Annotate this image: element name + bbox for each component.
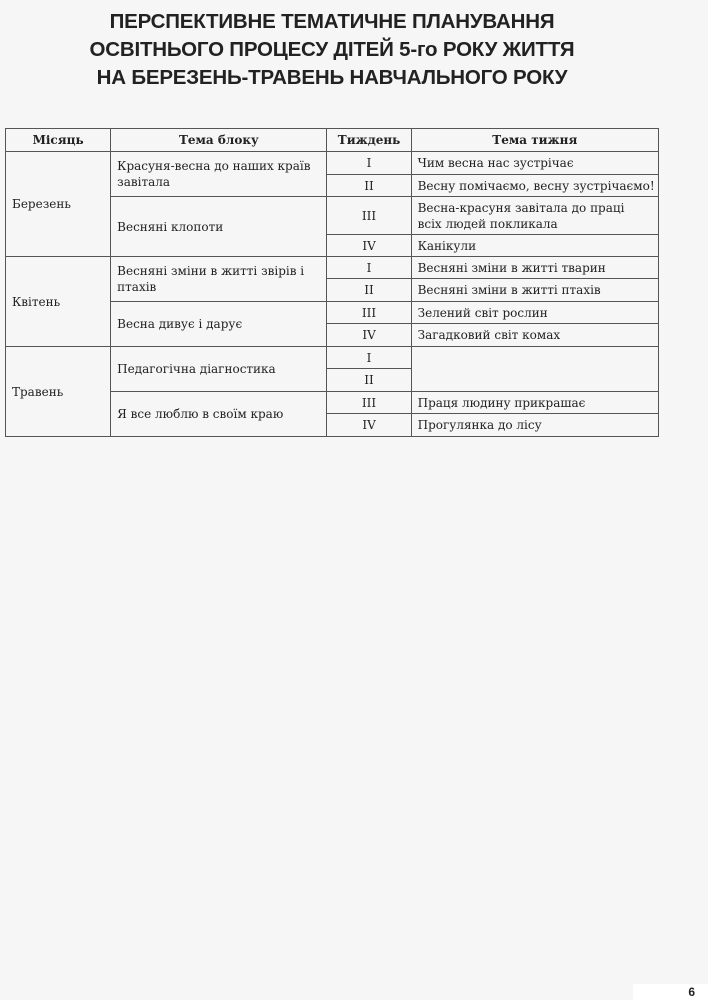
week-theme-cell — [411, 347, 658, 392]
block-theme-cell: Красуня-весна до наших країв завітала — [111, 152, 327, 197]
week-cell: II — [327, 175, 411, 197]
week-cell: IV — [327, 324, 411, 347]
table-header-row — [6, 129, 659, 152]
week-theme-cell: Весняні зміни в житті птахів — [411, 279, 658, 302]
header-week: Тиждень — [327, 129, 411, 152]
block-theme-cell: Я все люблю в своїм краю — [111, 392, 327, 437]
week-theme-cell: Весняні зміни в житті тварин — [411, 257, 658, 279]
title-line-1: ПЕРСПЕКТИВНЕ ТЕМАТИЧНЕ ПЛАНУВАННЯ — [109, 10, 555, 33]
week-cell: III — [327, 302, 411, 324]
week-cell: I — [327, 347, 411, 369]
title-line-2: ОСВІТНЬОГО ПРОЦЕСУ ДІТЕЙ 5-го РОКУ ЖИТТЯ — [89, 38, 575, 61]
page-title — [0, 8, 664, 92]
week-theme-cell: Праця людину прикрашає — [411, 392, 658, 414]
week-theme-cell: Весна-красуня завітала до праці всіх людей покликала — [411, 197, 658, 235]
month-cell: Березень — [6, 152, 111, 257]
header-block-theme: Тема блоку — [111, 129, 327, 152]
week-theme-cell: Весну помічаємо, весну зустрічаємо! — [411, 175, 658, 197]
week-theme-cell: Прогулянка до лісу — [411, 414, 658, 437]
week-theme-cell: Зелений світ рослин — [411, 302, 658, 324]
week-cell: I — [327, 257, 411, 279]
month-cell: Травень — [6, 347, 111, 437]
block-theme-cell: Педагогічна діагностика — [111, 347, 327, 392]
page-number: 6 — [688, 985, 695, 999]
header-week-theme: Тема тижня — [411, 129, 658, 152]
week-cell: III — [327, 197, 411, 235]
month-cell: Квітень — [6, 257, 111, 347]
table-row — [6, 257, 659, 279]
week-theme-cell: Канікули — [411, 235, 658, 257]
week-theme-cell: Чим весна нас зустрічає — [411, 152, 658, 175]
block-theme-cell: Весна дивує і дарує — [111, 302, 327, 347]
week-cell: II — [327, 279, 411, 302]
week-cell: IV — [327, 235, 411, 257]
week-theme-cell: Загадковий світ комах — [411, 324, 658, 347]
week-cell: II — [327, 369, 411, 392]
week-cell: I — [327, 152, 411, 175]
planning-table — [5, 128, 659, 437]
week-cell: III — [327, 392, 411, 414]
header-month: Місяць — [6, 129, 111, 152]
block-theme-cell: Весняні клопоти — [111, 197, 327, 257]
table-row — [6, 347, 659, 369]
block-theme-cell: Весняні зміни в житті звірів і птахів — [111, 257, 327, 302]
week-cell: IV — [327, 414, 411, 437]
table-row — [6, 152, 659, 175]
title-line-3: НА БЕРЕЗЕНЬ-ТРАВЕНЬ НАВЧАЛЬНОГО РОКУ — [96, 66, 568, 89]
page-footer — [633, 984, 708, 1000]
